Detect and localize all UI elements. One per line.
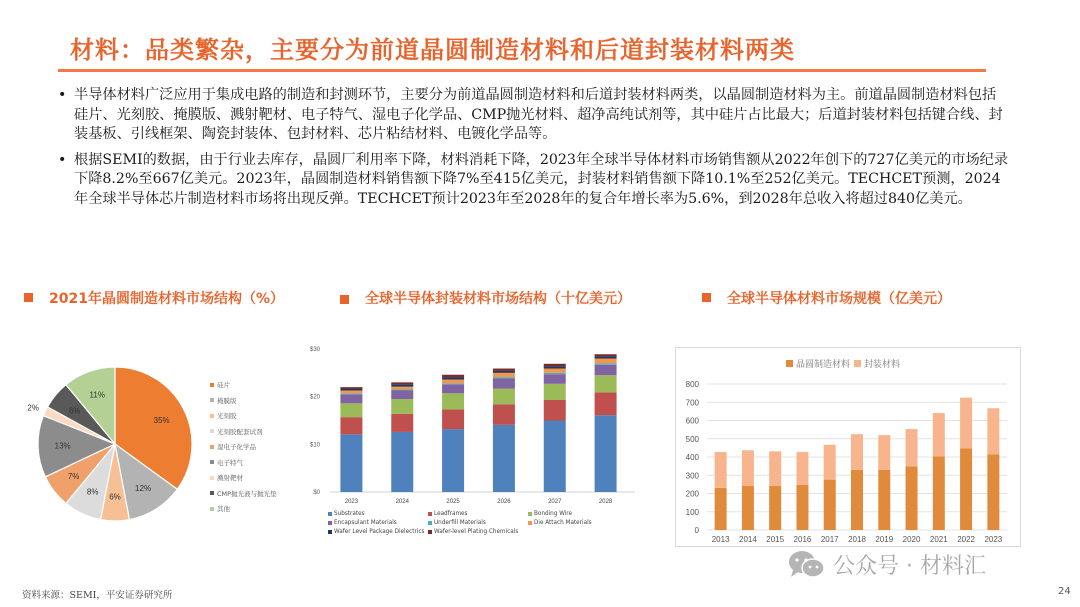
pie-value-label: 8%	[86, 487, 99, 497]
market-size-chart-title: 全球半导体材料市场规模（亿美元）	[702, 289, 951, 310]
x-tick-label: 2023	[984, 535, 1003, 544]
legend-label: Bonding Wire	[534, 511, 572, 517]
pie-value-label: 2%	[27, 403, 39, 413]
pie-legend-item	[210, 377, 277, 393]
packaging-legend-item	[328, 511, 428, 517]
bar-segment	[442, 410, 464, 430]
bar-segment	[340, 393, 362, 394]
legend-swatch	[210, 476, 214, 480]
title-divider	[58, 69, 986, 72]
bar-segment	[442, 380, 464, 384]
pie-value-label: 6%	[109, 492, 121, 502]
y-tick-label: 200	[685, 489, 699, 499]
y-tick-label: 0	[694, 526, 699, 535]
x-tick-label: 2024	[395, 499, 409, 505]
x-tick-label: 2020	[902, 535, 921, 544]
watermark-text: 公众号 · 材料汇	[833, 554, 986, 579]
pie-legend	[210, 377, 277, 517]
legend-swatch	[210, 398, 214, 402]
x-tick-label: 2018	[848, 535, 866, 544]
bar-segment	[960, 448, 972, 530]
legend-label: Wafer-level Plating Chemicals	[434, 529, 519, 535]
x-tick-label: 2014	[739, 535, 757, 544]
legend-swatch	[210, 414, 214, 418]
y-tick-label: 400	[685, 453, 699, 462]
bar-segment	[391, 390, 413, 391]
packaging-legend-item	[528, 520, 628, 526]
bar-segment	[493, 377, 515, 378]
legend-swatch	[854, 360, 861, 367]
bullet-item: • 根据SEMI的数据，由于行业去库存，晶圆厂利用率下降，材料消耗下降，2023年全球半导体材料市场销售额从2022年创下的727亿美元的市场纪录下降8.2%至667亿美元。2023年，晶圆制造材料销售额下降7%至415亿美元，封装材料销售额下降10.1%至252亿美元。TECHCET预测，2024年全球半导体芯片制造材料市场将出现反弹。TECHCET预计2023年至2028年的复合年增长率为5.6%，到2028年总收入将超过840亿美元。	[58, 151, 1008, 210]
bar-segment	[544, 364, 566, 366]
x-tick-label: 2016	[793, 535, 812, 544]
y-tick-label: $30	[309, 347, 320, 353]
bar-segment	[715, 452, 727, 488]
watermark	[787, 549, 986, 580]
bar-segment	[442, 384, 464, 393]
bullet-list	[58, 86, 1008, 215]
bar-segment	[987, 454, 999, 530]
legend-swatch	[328, 521, 332, 525]
pie-legend-item	[210, 393, 277, 409]
bar-segment	[442, 429, 464, 492]
bar-segment	[442, 393, 464, 409]
bar-segment	[391, 390, 413, 399]
y-tick-label: 500	[685, 434, 699, 444]
legend-swatch	[328, 530, 332, 534]
legend-swatch	[786, 360, 793, 367]
bar-segment	[493, 373, 515, 377]
y-tick-label: $20	[309, 394, 320, 401]
footer-source: 资料来源：SEMI，平安证券研究所	[22, 590, 173, 601]
legend-label: 电子特气	[217, 458, 243, 467]
bar-segment	[906, 466, 918, 530]
y-tick-label: $10	[309, 442, 320, 449]
pie-value-label: 12%	[135, 484, 152, 494]
square-bullet-icon	[24, 293, 33, 302]
legend-swatch	[428, 521, 432, 525]
packaging-legend-item	[528, 511, 628, 517]
bar-segment	[769, 486, 781, 530]
bar-segment	[340, 389, 362, 391]
legend-label: 硅片	[217, 381, 230, 390]
bar-segment	[544, 366, 566, 368]
pie-legend-item	[210, 455, 277, 471]
market-size-legend-item	[786, 357, 850, 370]
bullet-item: • 半导体材料广泛应用于集成电路的制造和封测环节，主要分为前道晶圆制造材料和后道封装材料两类，以晶圆制造材料为主。前道晶圆制造材料包括硅片、光刻胶、掩膜版、溅射靶材、电子特气、湿电子化学品、CMP抛光材料、超净高纯试剂等，其中硅片占比最大；后道封装材料包括键合线、封装基板、引线框架、陶瓷封装体、包封材料、芯片粘结材料、电镀化学品等。	[58, 86, 1008, 145]
x-tick-label: 2026	[497, 499, 511, 505]
bar-segment	[340, 417, 362, 434]
bar-segment	[851, 434, 863, 470]
legend-label: 湿电子化学品	[217, 443, 256, 452]
pie-value-label: 6%	[68, 406, 81, 416]
packaging-legend-item	[428, 529, 528, 535]
bar-segment	[796, 485, 808, 530]
legend-label: Substrates	[334, 511, 365, 517]
bar-segment	[824, 445, 836, 480]
bar-segment	[340, 434, 362, 492]
bar-segment	[544, 421, 566, 493]
packaging-legend-item	[328, 529, 428, 535]
legend-swatch	[210, 460, 214, 464]
bar-segment	[878, 470, 890, 530]
bar-segment	[595, 392, 617, 415]
bar-segment	[340, 403, 362, 417]
x-tick-label: 2027	[548, 499, 562, 505]
bar-segment	[742, 486, 754, 530]
pie-legend-item	[210, 424, 277, 440]
bar-segment	[960, 398, 972, 449]
square-bullet-icon	[702, 293, 711, 302]
market-size-legend-item	[854, 357, 900, 370]
packaging-chart-title: 全球半导体封装材料市场结构（十亿美元）	[340, 289, 660, 310]
y-tick-label: 300	[685, 471, 699, 481]
legend-label: Wafer Level Package Dielectrics	[334, 529, 425, 535]
bar-segment	[742, 450, 754, 486]
legend-label: Underfill Materials	[434, 520, 486, 526]
x-tick-label: 2022	[957, 535, 975, 544]
legend-label: Die Attach Materials	[534, 520, 592, 526]
bar-segment	[544, 374, 566, 384]
bar-segment	[906, 429, 918, 466]
bar-segment	[391, 384, 413, 386]
bar-segment	[391, 382, 413, 384]
bar-segment	[933, 413, 945, 456]
packaging-legend-item	[428, 511, 528, 517]
bar-segment	[442, 383, 464, 384]
legend-swatch	[210, 429, 214, 433]
y-tick-label: 600	[685, 416, 699, 426]
legend-swatch	[528, 512, 532, 516]
bar-segment	[340, 394, 362, 403]
bar-segment	[544, 400, 566, 420]
bar-segment	[391, 399, 413, 414]
pie-legend-item	[210, 439, 277, 455]
bar-segment	[933, 456, 945, 530]
pie-chart	[20, 360, 205, 525]
market-size-stacked-bar-chart	[675, 347, 1021, 547]
legend-label: 光刻胶配套试剂	[217, 427, 263, 436]
bar-segment	[391, 414, 413, 432]
y-tick-label: $0	[313, 490, 320, 496]
legend-swatch	[210, 383, 214, 387]
pie-legend-item	[210, 470, 277, 486]
legend-swatch	[328, 512, 332, 516]
packaging-legend-item	[328, 520, 428, 526]
x-tick-label: 2021	[929, 535, 948, 544]
wechat-icon	[787, 550, 827, 580]
legend-label: Encapsulant Materials	[334, 520, 397, 526]
bar-segment	[493, 404, 515, 424]
bar-segment	[595, 354, 617, 356]
bar-segment	[796, 452, 808, 485]
pie-legend-item	[210, 501, 277, 517]
bar-segment	[391, 387, 413, 390]
bar-segment	[340, 387, 362, 388]
y-tick-label: 700	[685, 398, 699, 408]
bar-segment	[493, 371, 515, 373]
legend-label: 掩膜版	[217, 396, 237, 405]
bar-segment	[442, 377, 464, 379]
packaging-legend-item	[428, 520, 528, 526]
legend-swatch	[210, 491, 214, 495]
bar-segment	[769, 451, 781, 486]
x-tick-label: 2015	[766, 535, 785, 544]
packaging-chart-legend	[328, 511, 628, 535]
bar-segment	[493, 425, 515, 492]
bar-segment	[595, 415, 617, 492]
page-number: 24	[1058, 586, 1071, 597]
bar-segment	[595, 356, 617, 358]
x-tick-label: 2025	[446, 499, 460, 505]
legend-label: 晶圆制造材料	[796, 360, 851, 370]
bar-segment	[595, 363, 617, 364]
bar-segment	[544, 373, 566, 374]
legend-label: 光刻胶	[217, 412, 237, 421]
x-tick-label: 2019	[875, 535, 894, 544]
legend-label: 封装材料	[864, 360, 901, 370]
bar-segment	[851, 470, 863, 530]
pie-legend-item	[210, 408, 277, 424]
legend-swatch	[210, 507, 214, 511]
bar-segment	[878, 435, 890, 470]
packaging-stacked-bar-chart	[300, 340, 640, 512]
pie-value-label: 13%	[54, 441, 71, 451]
page-title: 材料：品类繁杂，主要分为前道晶圆制造材料和后道封装材料两类	[70, 35, 795, 64]
y-tick-label: 100	[685, 507, 699, 517]
bar-segment	[391, 432, 413, 492]
bar-segment	[824, 480, 836, 530]
bar-segment	[595, 375, 617, 392]
bar-segment	[442, 375, 464, 377]
square-bullet-icon	[340, 295, 349, 304]
legend-swatch	[428, 530, 432, 534]
x-tick-label: 2023	[344, 499, 359, 505]
legend-label: 溅射靶材	[217, 474, 243, 483]
bar-segment	[544, 384, 566, 400]
pie-value-label: 7%	[67, 472, 80, 482]
bar-segment	[493, 389, 515, 405]
legend-swatch	[528, 521, 532, 525]
pie-chart-title: 2021年晶圆制造材料市场结构（%）	[24, 289, 284, 310]
x-tick-label: 2017	[820, 535, 839, 544]
bar-segment	[544, 369, 566, 373]
market-size-chart-legend	[786, 357, 900, 370]
bar-segment	[595, 359, 617, 364]
bar-segment	[595, 365, 617, 375]
pie-value-label: 11%	[89, 390, 105, 400]
pie-value-label: 35%	[153, 416, 170, 426]
legend-swatch	[428, 512, 432, 516]
x-tick-label: 2013	[711, 535, 730, 544]
bar-segment	[340, 390, 362, 393]
bar-segment	[493, 369, 515, 371]
legend-label: CMP抛光液与抛光垫	[217, 489, 277, 498]
legend-label: Leadframes	[434, 511, 468, 517]
y-tick-label: 800	[685, 380, 699, 389]
legend-label: 其他	[217, 505, 230, 514]
legend-swatch	[210, 445, 214, 449]
bar-segment	[987, 408, 999, 454]
pie-legend-item	[210, 486, 277, 502]
bar-segment	[715, 488, 727, 530]
bar-segment	[493, 379, 515, 389]
x-tick-label: 2028	[598, 499, 613, 505]
